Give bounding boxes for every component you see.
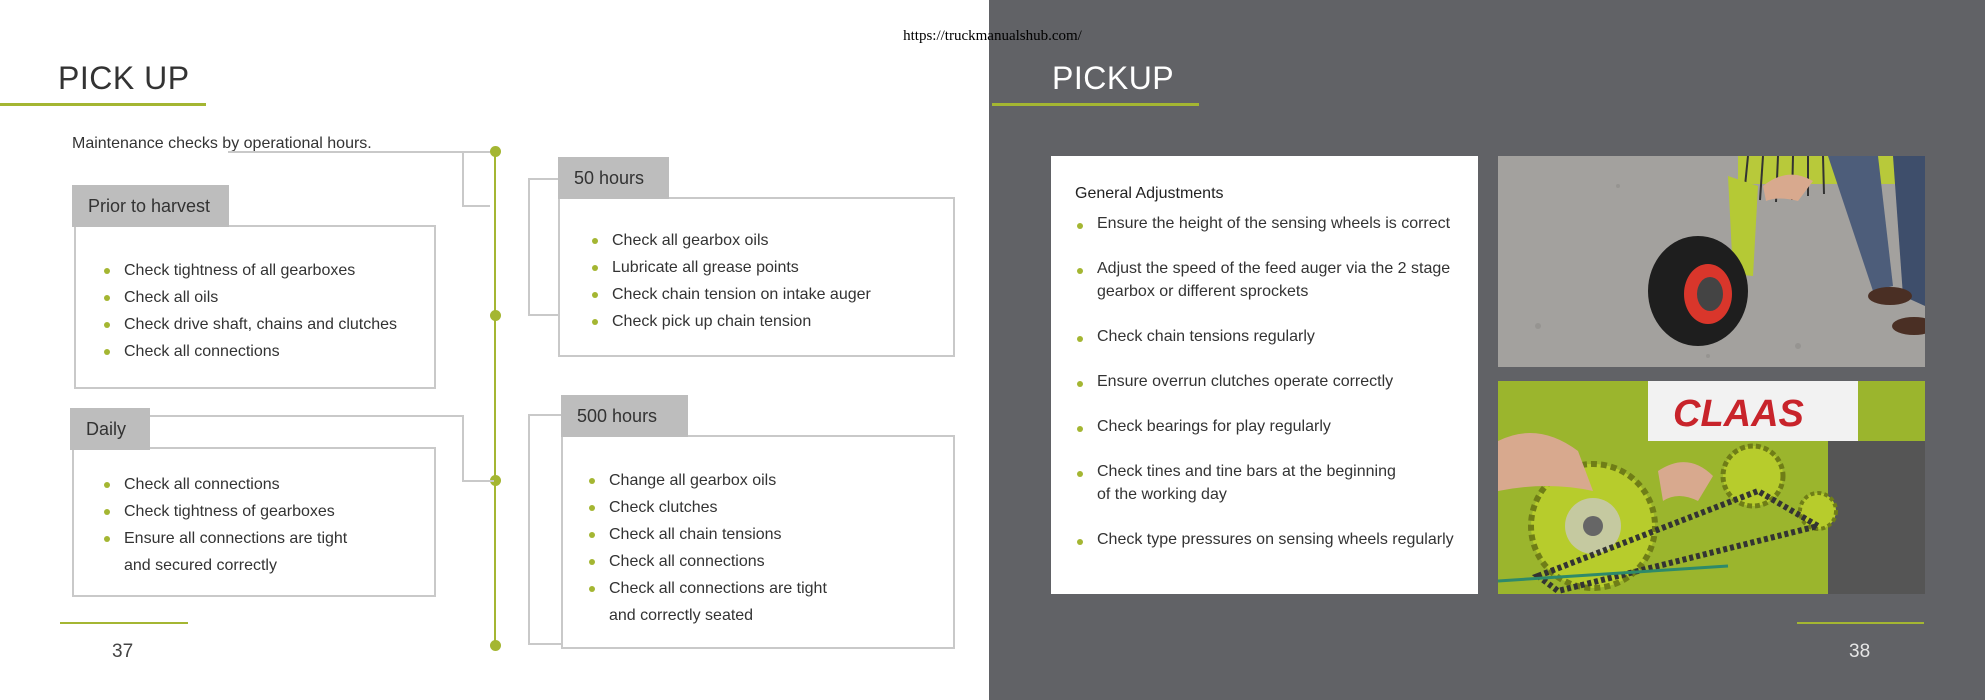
right-page-title: PICKUP: [1052, 60, 1175, 96]
page-number: 37: [112, 641, 134, 662]
footer-rule: [60, 622, 188, 624]
list-item: Check tightness of all gearboxes: [102, 257, 397, 284]
list-item: Ensure all connections are tight: [102, 525, 347, 552]
list-item: Check tines and tine bars at the beginning: [1075, 460, 1478, 483]
list-item: Check all connections: [102, 338, 397, 365]
connector: [496, 178, 558, 316]
list-item: Check pick up chain tension: [590, 308, 871, 335]
list-item: Check tightness of gearboxes: [102, 498, 347, 525]
list-item: Check drive shaft, chains and clutches: [102, 311, 397, 338]
fifty-hours-list: [590, 227, 871, 335]
intro-text: Maintenance checks by operational hours.: [72, 135, 372, 152]
list-item-continuation: and correctly seated: [609, 607, 754, 624]
gear-drive-illustration: [1498, 381, 1925, 594]
left-page-title: PICK UP: [58, 60, 190, 96]
five-hundred-hours-list: [587, 467, 827, 629]
fifty-hours-box: [558, 197, 955, 357]
connector: [496, 414, 562, 645]
page-number: 38: [1849, 641, 1871, 662]
daily-tab: Daily: [70, 408, 150, 450]
list-item: Check all connections are tight: [587, 575, 827, 602]
list-item: Check all oils: [102, 284, 397, 311]
prior-to-harvest-box: [74, 225, 436, 389]
list-item: Lubricate all grease points: [590, 254, 871, 281]
list-item: Check chain tension on intake auger: [590, 281, 871, 308]
list-item: Check chain tensions regularly: [1075, 325, 1478, 348]
list-item: Check bearings for play regularly: [1075, 415, 1478, 438]
title-underline: [0, 103, 206, 106]
list-item: Check all chain tensions: [587, 521, 827, 548]
list-item: Adjust the speed of the feed auger via the 2 stage: [1075, 257, 1478, 280]
claas-logo: CLAAS: [1673, 393, 1804, 435]
prior-to-harvest-list: [102, 257, 397, 365]
list-item-continuation: of the working day: [1097, 486, 1227, 503]
adjustments-list: [1075, 212, 1478, 551]
list-item: Change all gearbox oils: [587, 467, 827, 494]
five-hundred-hours-box: [561, 435, 955, 649]
prior-to-harvest-tab: Prior to harvest: [72, 185, 229, 227]
panel-title: General Adjustments: [1075, 185, 1224, 202]
list-item: Ensure overrun clutches operate correctly: [1075, 370, 1478, 393]
list-item: Check clutches: [587, 494, 827, 521]
footer-rule: [1797, 622, 1924, 624]
daily-box: [72, 447, 436, 597]
list-item: Check all gearbox oils: [590, 227, 871, 254]
right-page: [989, 0, 1985, 700]
connector: [228, 151, 464, 209]
source-url[interactable]: https://truckmanualshub.com/: [903, 28, 1082, 44]
five-hundred-hours-tab: 500 hours: [561, 395, 688, 437]
fifty-hours-tab: 50 hours: [558, 157, 669, 199]
general-adjustments-panel: [1051, 156, 1478, 594]
list-item: Ensure the height of the sensing wheels is correct: [1075, 212, 1478, 235]
list-item: Check type pressures on sensing wheels regularly: [1075, 528, 1478, 551]
daily-list: [102, 471, 347, 579]
gear-drive-photo: [1498, 381, 1925, 594]
list-item: Check all connections: [587, 548, 827, 575]
timeline-dot: [490, 146, 501, 157]
list-item-continuation: and secured correctly: [124, 557, 277, 574]
title-underline: [992, 103, 1199, 106]
sensing-wheel-illustration: [1498, 156, 1925, 367]
list-item-continuation: gearbox or different sprockets: [1097, 283, 1309, 300]
sensing-wheel-photo: [1498, 156, 1925, 367]
left-page: [0, 0, 989, 700]
list-item: Check all connections: [102, 471, 347, 498]
